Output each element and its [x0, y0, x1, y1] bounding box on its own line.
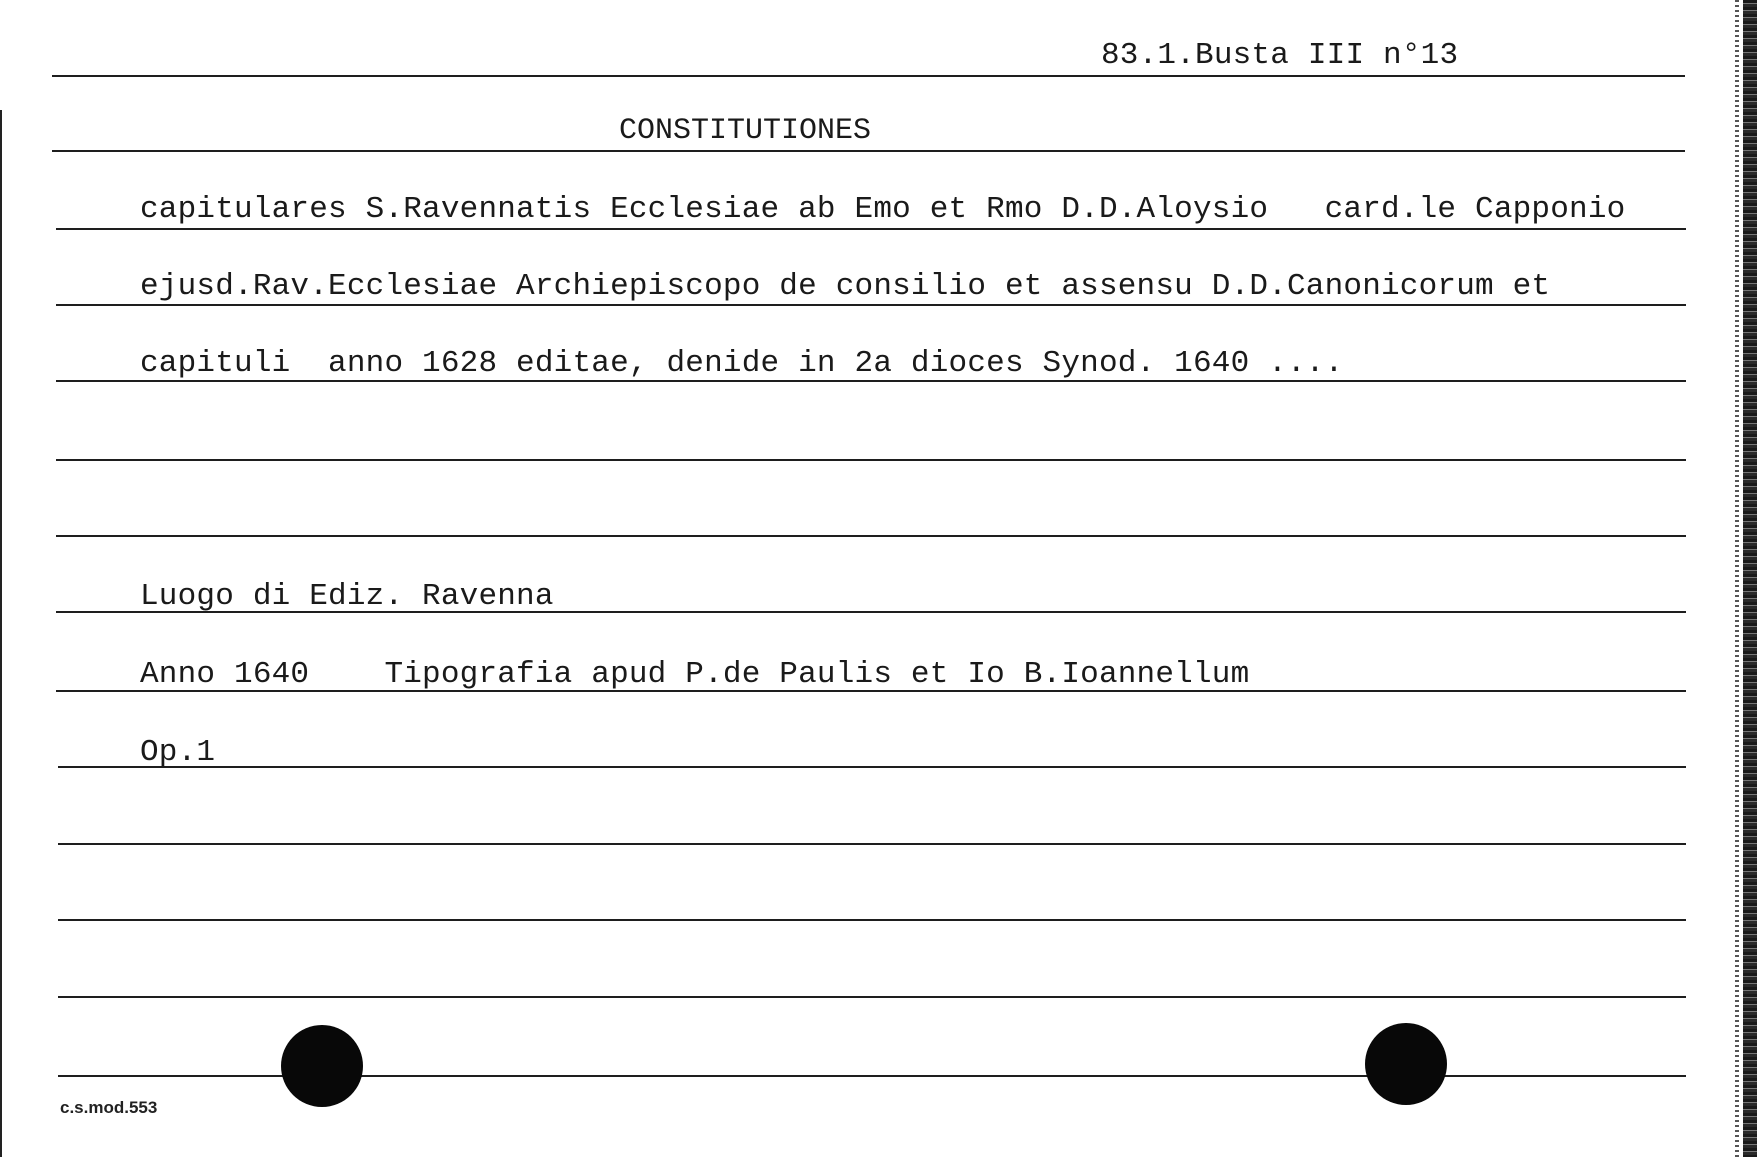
- ruled-line: [56, 535, 1686, 537]
- card-right-edge: [1743, 0, 1757, 1157]
- opus-number: Op.1: [140, 735, 216, 770]
- ruled-line: [52, 150, 1685, 152]
- description-line: capitulares S.Ravennatis Ecclesiae ab Emo et Rmo D.D.Aloysio card.le Capponio: [140, 192, 1626, 227]
- card-title: CONSTITUTIONES: [619, 114, 872, 148]
- punch-hole-left: [281, 1025, 363, 1107]
- punch-hole-right: [1365, 1023, 1447, 1105]
- ruled-line: [56, 228, 1686, 230]
- ruled-line: [56, 304, 1686, 306]
- ruled-line: [58, 766, 1686, 768]
- ruled-line: [52, 75, 1685, 77]
- year-and-printer: Anno 1640 Tipografia apud P.de Paulis et Io B.Ioannellum: [140, 657, 1250, 692]
- description-line: capituli anno 1628 editae, denide in 2a dioces Synod. 1640 ....: [140, 346, 1344, 381]
- form-code: c.s.mod.553: [60, 1098, 158, 1117]
- place-of-edition: Luogo di Ediz. Ravenna: [140, 579, 554, 614]
- ruled-line: [56, 459, 1686, 461]
- call-number: 83.1.Busta III n°13: [1101, 38, 1459, 73]
- card-right-edge-shadow: [1735, 0, 1739, 1157]
- card-left-edge: [0, 110, 2, 1157]
- ruled-line: [58, 996, 1686, 998]
- ruled-line: [58, 919, 1686, 921]
- ruled-line: [58, 843, 1686, 845]
- description-line: ejusd.Rav.Ecclesiae Archiepiscopo de consilio et assensu D.D.Canonicorum et: [140, 269, 1551, 304]
